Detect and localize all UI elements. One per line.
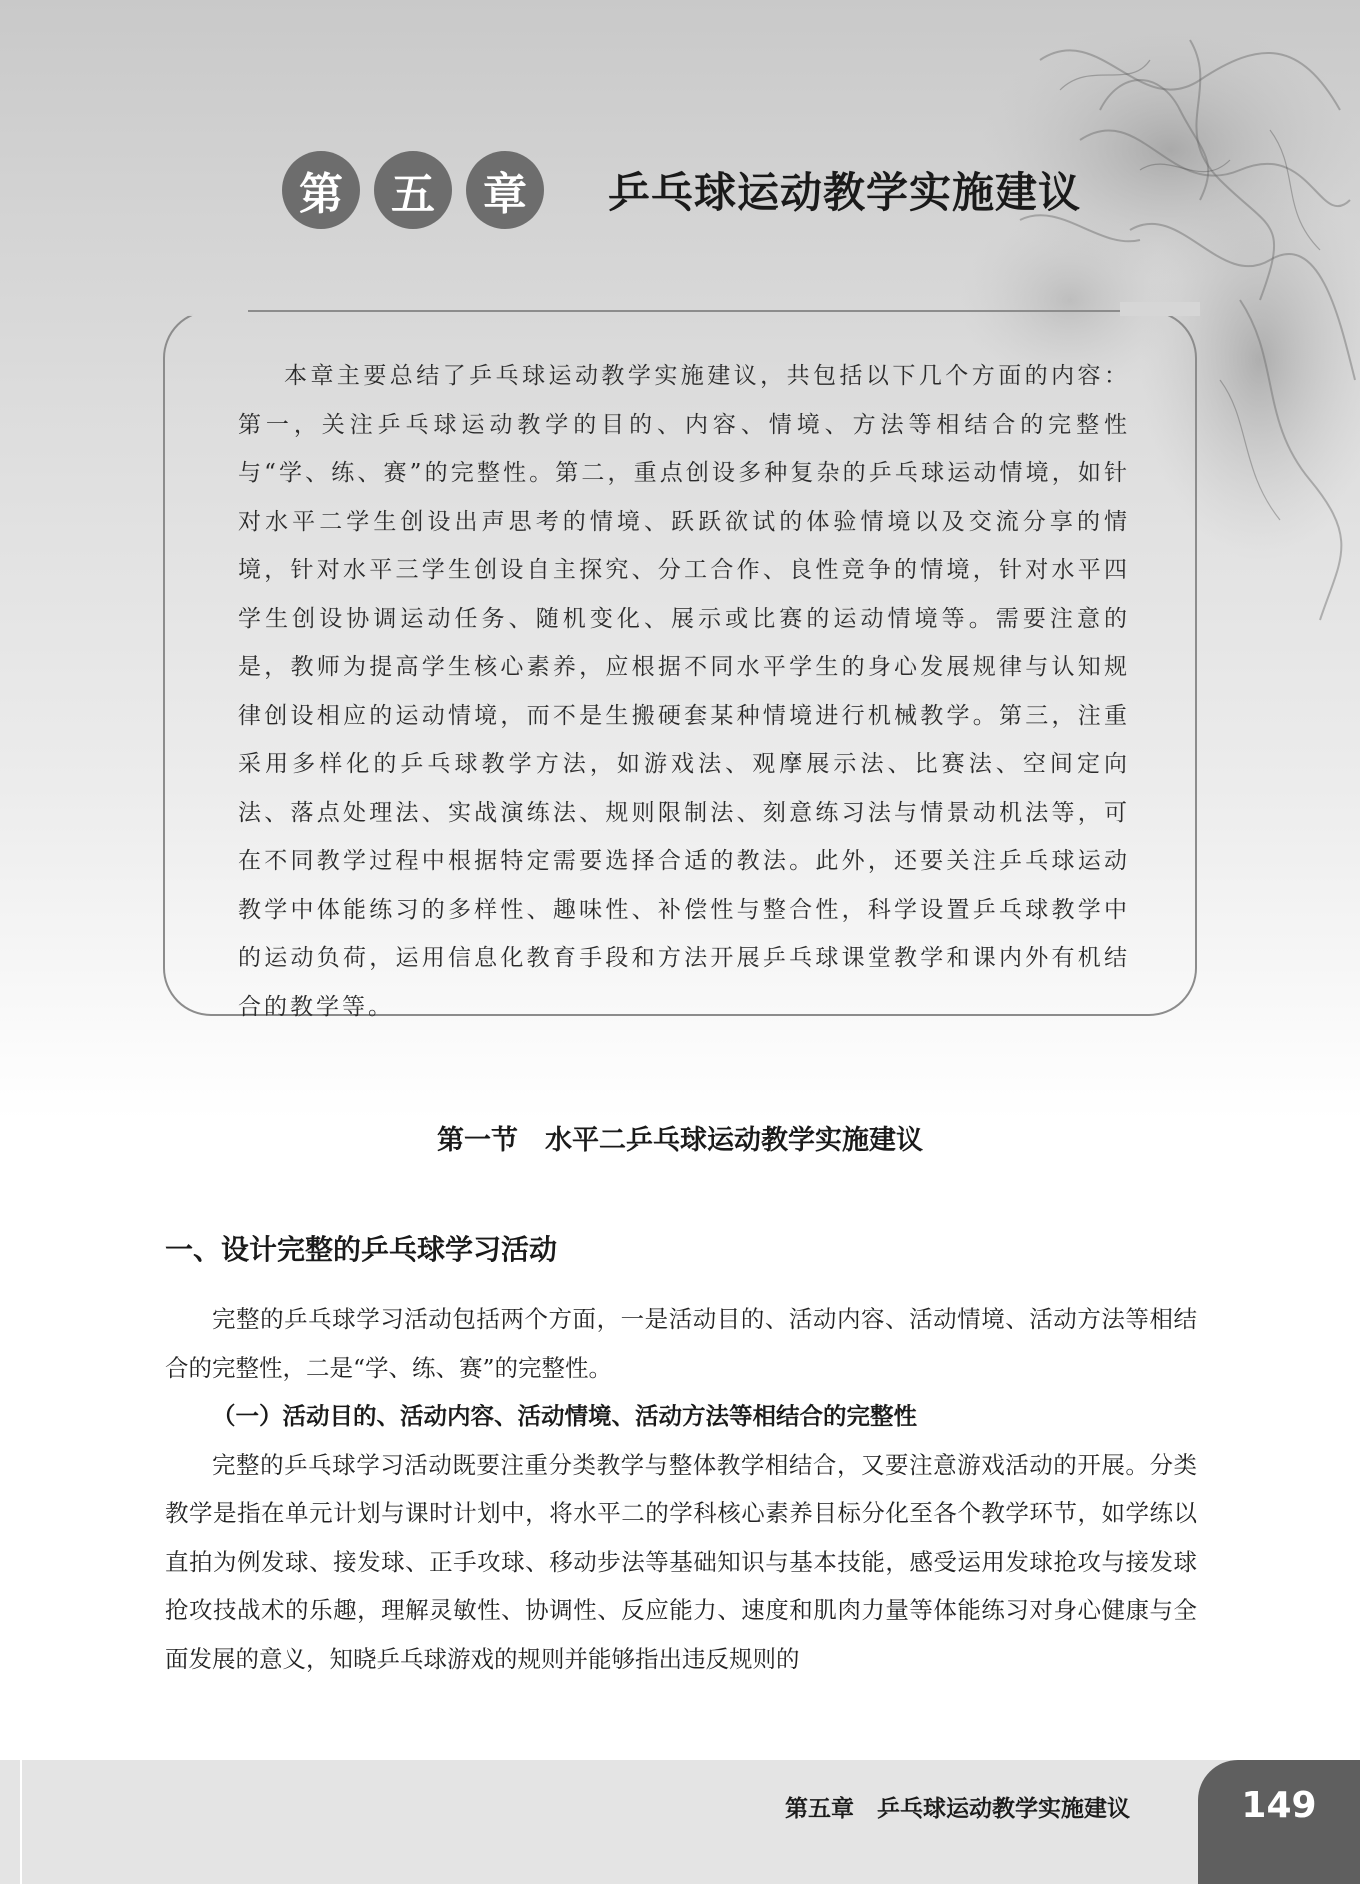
chapter-title: 乒乓球运动教学实施建议 xyxy=(608,168,1082,217)
chapter-char-1: 第 xyxy=(282,151,360,229)
paragraph: 完整的乒乓球学习活动包括两个方面，一是活动目的、活动内容、活动情境、活动方法等相结合的完整性，二是“学、练、赛”的完整性。 xyxy=(165,1305,1197,1382)
body-text xyxy=(165,1295,1197,1683)
paragraph: 完整的乒乓球学习活动既要注重分类教学与整体教学相结合，又要注意游戏活动的开展。分类教学是指在单元计划与课时计划中，将水平二的学科核心素养目标分化至各个教学环节，如学练以直拍为例发球、接发球、正手攻球、移动步法等基础知识与基本技能，感受运用发球抢攻与接发球抢攻技战术的乐趣，理解灵敏性、协调性、反应能力、速度和肌肉力量等体能练习对身心健康与全面发展的意义，知晓乒乓球游戏的规则并能够指出违反规则的 xyxy=(165,1450,1197,1673)
subheading: 一、设计完整的乒乓球学习活动 xyxy=(165,1233,558,1266)
paragraph-heading: （一）活动目的、活动内容、活动情境、活动方法等相结合的完整性 xyxy=(212,1402,917,1430)
summary-box-gap xyxy=(1120,302,1200,316)
running-title: 第五章 乒乓球运动教学实施建议 xyxy=(785,1796,1130,1822)
chapter-summary-text: 本章主要总结了乒乓球运动教学实施建议，共包括以下几个方面的内容：第一，关注乒乓球运动教学的目的、内容、情境、方法等相结合的完整性与“学、练、赛”的完整性。第二，重点创设多种复杂的乒乓球运动情境，如针对水平二学生创设出声思考的情境、跃跃欲试的体验情境以及交流分享的情境，针对水平三学生创设自主探究、分工合作、良性竞争的情境，针对水平四学生创设协调运动任务、随机变化、展示或比赛的运动情境等。需要注意的是，教师为提高学生核心素养，应根据不同水平学生的身心发展规律与认知规律创设相应的运动情境，而不是生搬硬套某种情境进行机械教学。第三，注重采用多样化的乒乓球教学方法，如游戏法、观摩展示法、比赛法、空间定向法、落点处理法、实战演练法、规则限制法、刻意练习法与情景动机法等，可在不同教学过程中根据特定需要选择合适的教法。此外，还要关注乒乓球运动教学中体能练习的多样性、趣味性、补偿性与整合性，科学设置乒乓球教学中的运动负荷，运用信息化教育手段和方法开展乒乓球课堂教学和课内外有机结合的教学等。 xyxy=(238,363,1130,1020)
page-number: 149 xyxy=(1241,1785,1317,1826)
chapter-char-2: 五 xyxy=(374,151,452,229)
section-title: 第一节 水平二乒乓球运动教学实施建议 xyxy=(437,1125,923,1156)
summary-box-gap xyxy=(158,302,248,316)
chapter-header xyxy=(282,150,1081,230)
chapter-char-3: 章 xyxy=(466,151,544,229)
footer-bar xyxy=(0,1760,1360,1884)
footer-divider xyxy=(20,1760,22,1884)
